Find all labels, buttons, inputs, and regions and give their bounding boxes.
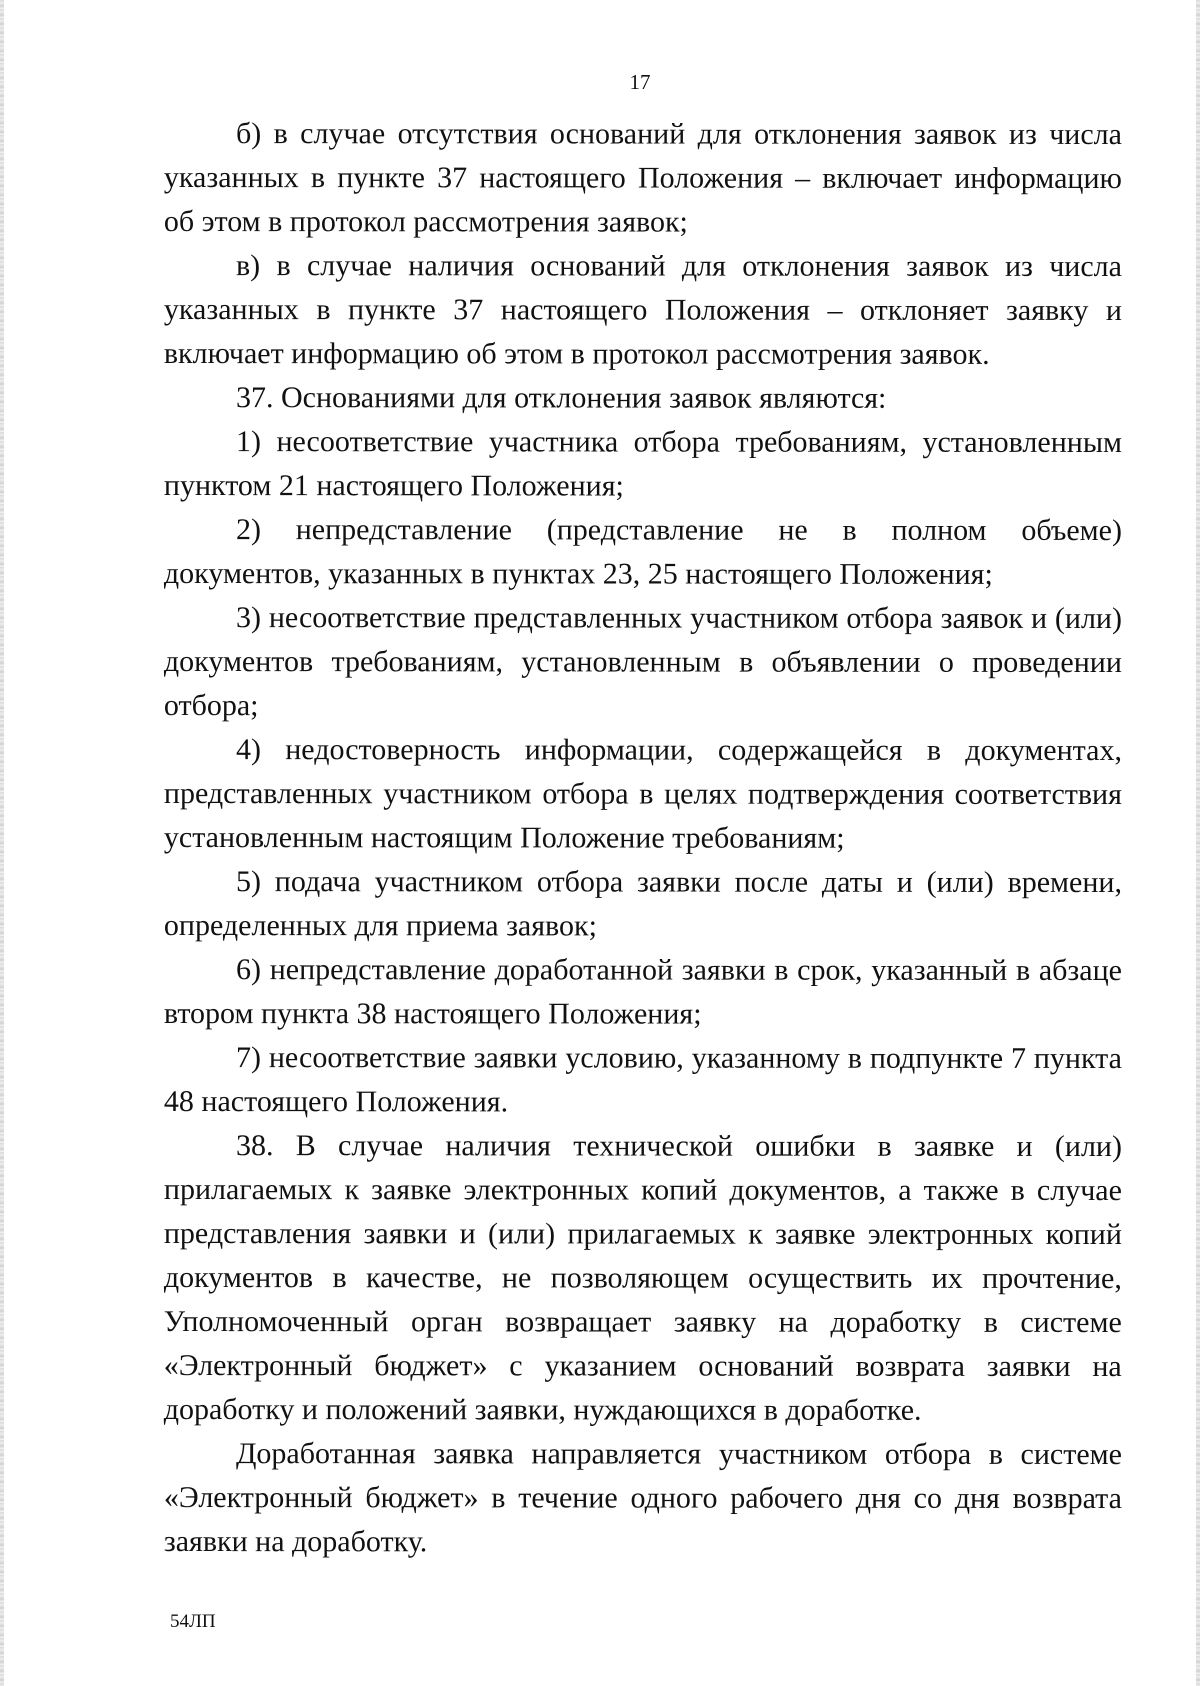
page-number: 17 [629,70,651,94]
scan-edge-left [0,0,4,1686]
scan-edge-right [1196,0,1200,1686]
paragraph-38-revised-application: Доработанная заявка направляется участником отбора в системе «Электронный бюджет» в течение одного рабочего дня со дня возврата заявки на доработку. [163,1437,1122,1559]
paragraph-37-item-7: 7) несоответствие заявки условию, указанному в подпункте 7 пункта 48 настоящего Положения. [163,1041,1122,1119]
document-code: 54ЛП [170,1611,216,1632]
paragraph-37-item-3: 3) несоответствие представленных участником отбора заявок и (или) документов требованиям, установленным в объявлении о проведении отбора; [163,601,1122,723]
paragraph-v: в) в случае наличия оснований для отклонения заявок из числа указанных в пункте 37 настоящего Положения – отклоняет заявку и включает информацию об этом в протокол рассмотрения заявок. [163,249,1122,371]
paragraph-37-item-1: 1) несоответствие участника отбора требованиям, установленным пунктом 21 настоящего Положения; [163,425,1122,503]
paragraph-37-item-2: 2) непредставление (представление не в полном объеме) документов, указанных в пунктах 23, 25 настоящего Положения; [163,513,1122,591]
paragraph-37-item-4: 4) недостоверность информации, содержащейся в документах, представленных участником отбора в целях подтверждения соответствия установленным настоящим Положение требованиям; [163,733,1122,855]
paragraph-37-item-5: 5) подача участником отбора заявки после даты и (или) времени, определенных для приема заявок; [163,865,1122,943]
document-body [164,112,1122,1564]
paragraph-38: 38. В случае наличия технической ошибки в заявке и (или) прилагаемых к заявке электронных копий документов, а также в случае представления заявки и (или) прилагаемых к заявке электронных копий документов в качестве, не позволяющем осуществить их прочтение, Уполномоченный орган возвращает заявку на доработку в системе «Электронный бюджет» с указанием оснований возврата заявки на доработку и положений заявки, нуждающихся в доработке. [163,1129,1122,1427]
paragraph-37-item-6: 6) непредставление доработанной заявки в срок, указанный в абзаце втором пункта 38 настоящего Положения; [163,953,1122,1031]
paragraph-37-heading: 37. Основаниями для отклонения заявок являются: [235,381,887,415]
paragraph-b: б) в случае отсутствия оснований для отклонения заявок из числа указанных в пункте 37 настоящего Положения – включает информацию об этом в протокол рассмотрения заявок; [163,117,1122,239]
